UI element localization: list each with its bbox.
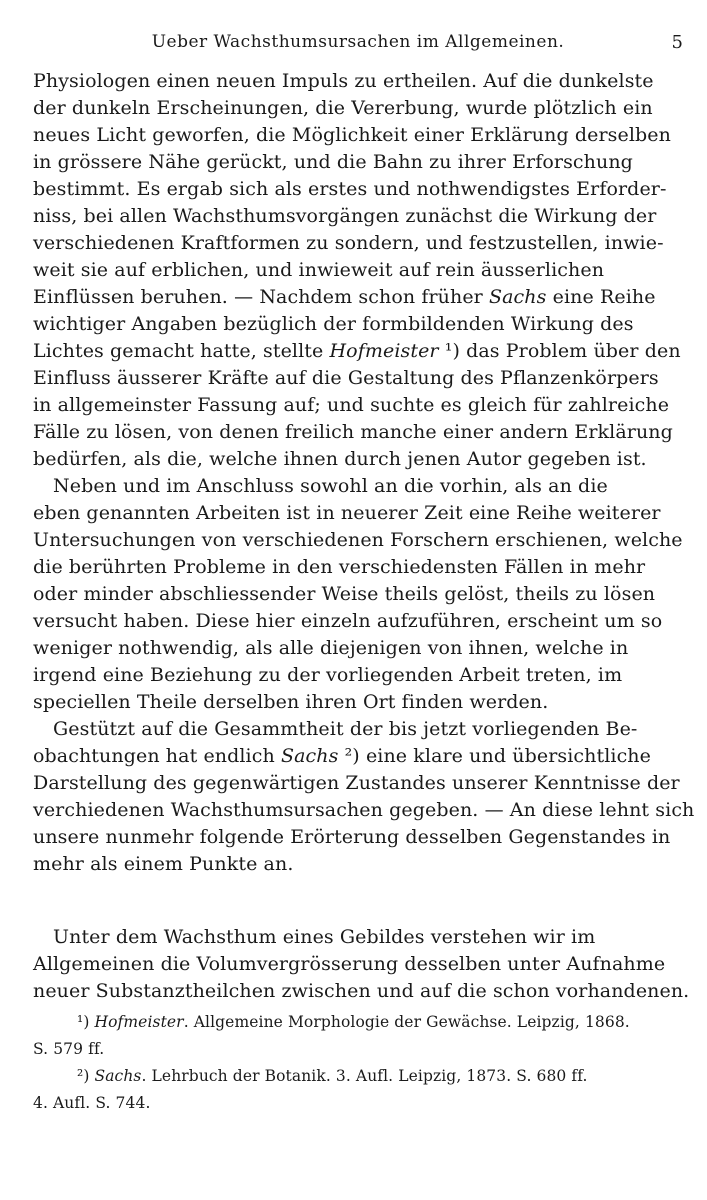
- running-title: Ueber Wachsthumsursachen im Allgemeinen.: [151, 32, 565, 52]
- book-page: [33, 26, 695, 1186]
- body-text: [33, 68, 695, 1117]
- text-line: verchiedenen Wachsthumsursachen gegeben. — An diese lehnt sich: [33, 799, 695, 821]
- author-name: Sachs: [489, 286, 547, 308]
- text-line: neues Licht geworfen, die Möglichkeit einer Erklärung derselben: [33, 124, 671, 146]
- text-line: in grössere Nähe gerückt, und die Bahn zu ihrer Erforschung: [33, 151, 633, 173]
- text-line: Allgemeinen die Volumvergrösserung desselben unter Aufnahme: [33, 953, 666, 975]
- text-line: mehr als einem Punkte an.: [33, 853, 294, 875]
- text-line: neuer Substanztheilchen zwischen und auf die schon vorhandenen.: [33, 980, 690, 1002]
- section-gap: [33, 878, 683, 924]
- text-line: die berührten Probleme in den verschiedensten Fällen in mehr: [33, 556, 646, 578]
- text-line: weniger nothwendig, als alle diejenigen von ihnen, welche in: [33, 637, 629, 659]
- text-line: versucht haben. Diese hier einzeln aufzuführen, erscheint um so: [33, 610, 663, 632]
- text-line: irgend eine Beziehung zu der vorliegenden Arbeit treten, im: [33, 664, 623, 686]
- paragraph: [33, 68, 683, 473]
- footnote: [33, 1009, 683, 1063]
- text-line: Einflüssen beruhen. — Nachdem schon früher Sachs eine Reihe: [33, 286, 656, 308]
- text-line: verschiedenen Kraftformen zu sondern, und festzustellen, inwie-: [33, 232, 664, 254]
- footnote-line: 4. Aufl. S. 744.: [33, 1094, 151, 1112]
- footnotes: [33, 1009, 683, 1117]
- paragraphs: [33, 68, 695, 1005]
- author-name: Hofmeister: [329, 340, 439, 362]
- author-name: Sachs: [280, 745, 339, 767]
- footnote-line: ²) Sachs. Lehrbuch der Botanik. 3. Aufl. Leipzig, 1873. S. 680 ff.: [77, 1067, 588, 1085]
- paragraph: [33, 473, 683, 716]
- text-line: Einfluss äusserer Kräfte auf die Gestaltung des Pflanzenkörpers: [33, 367, 659, 389]
- footnote-line: S. 579 ff.: [33, 1040, 105, 1058]
- text-line: Gestützt auf die Gesammtheit der bis jetzt vorliegenden Be-: [53, 718, 638, 740]
- text-line: Lichtes gemacht hatte, stellte Hofmeister ¹) das Problem über den: [33, 340, 681, 362]
- text-line: obachtungen hat endlich Sachs ²) eine klare und übersichtliche: [33, 745, 651, 767]
- footnote: [33, 1063, 683, 1117]
- text-line: unsere nunmehr folgende Erörterung desselben Gegenstandes in: [33, 826, 671, 848]
- text-line: Fälle zu lösen, von denen freilich manche einer andern Erklärung: [33, 421, 673, 443]
- paragraph: [33, 924, 690, 1005]
- text-line: Unter dem Wachsthum eines Gebildes verstehen wir im: [53, 926, 596, 948]
- text-line: eben genannten Arbeiten ist in neuerer Zeit eine Reihe weiterer: [33, 502, 661, 524]
- text-line: Darstellung des gegenwärtigen Zustandes unserer Kenntnisse der: [33, 772, 680, 794]
- text-line: weit sie auf erblichen, und inwieweit auf rein äusserlichen: [33, 259, 605, 281]
- text-line: oder minder abschliessender Weise theils gelöst, theils zu lösen: [33, 583, 656, 605]
- text-line: in allgemeinster Fassung auf; und suchte es gleich für zahlreiche: [33, 394, 670, 416]
- text-line: wichtiger Angaben bezüglich der formbildenden Wirkung des: [33, 313, 634, 335]
- text-line: der dunkeln Erscheinungen, die Vererbung, wurde plötzlich ein: [33, 97, 653, 119]
- text-line: Physiologen einen neuen Impuls zu ertheilen. Auf die dunkelste: [33, 70, 654, 92]
- text-line: Untersuchungen von verschiedenen Forschern erschienen, welche: [33, 529, 683, 551]
- running-header: [33, 26, 683, 62]
- text-line: bedürfen, als die, welche ihnen durch jenen Autor gegeben ist.: [33, 448, 647, 470]
- text-line: bestimmt. Es ergab sich als erstes und nothwendigstes Erforder-: [33, 178, 667, 200]
- author-name: Hofmeister: [94, 1013, 184, 1031]
- text-line: Neben und im Anschluss sowohl an die vorhin, als an die: [53, 475, 608, 497]
- text-line: speciellen Theile derselben ihren Ort finden werden.: [33, 691, 549, 713]
- author-name: Sachs: [94, 1067, 142, 1085]
- footnote-line: ¹) Hofmeister. Allgemeine Morphologie der Gewächse. Leipzig, 1868.: [77, 1013, 630, 1031]
- text-line: niss, bei allen Wachsthumsvorgängen zunächst die Wirkung der: [33, 205, 657, 227]
- paragraph: [33, 716, 695, 878]
- page-number: 5: [671, 32, 683, 53]
